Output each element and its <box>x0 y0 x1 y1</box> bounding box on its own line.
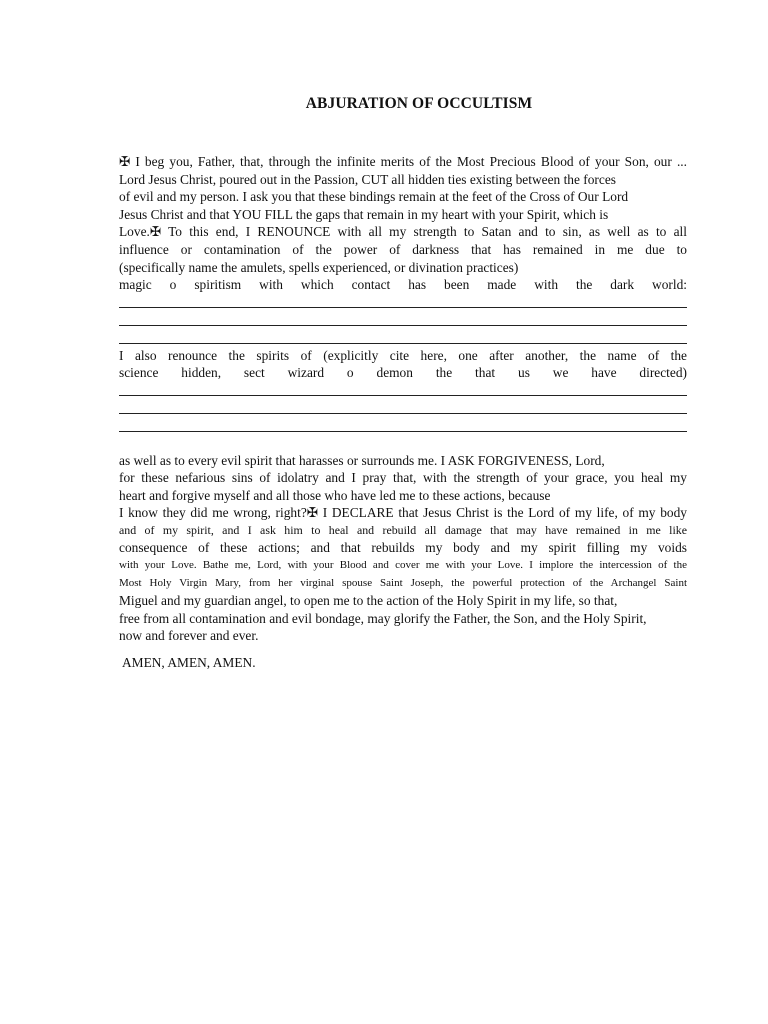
document-title: ABJURATION OF OCCULTISM <box>305 95 533 112</box>
text-line: Miguel and my guardian angel, to open me to the action of the Holy Spirit in my life, so that, <box>119 593 618 609</box>
text-line: as well as to every evil spirit that harasses or surrounds me. I ASK FORGIVENESS, Lord, <box>119 452 605 468</box>
text-line: heart and forgive myself and all those who have led me to these actions, because <box>119 487 551 503</box>
fill-in-line[interactable] <box>119 311 687 329</box>
text-line: now and forever and ever. <box>119 628 259 644</box>
text-line: and of my spirit, and I ask him to heal and rebuild all damage that may have remained in me like <box>119 522 687 537</box>
text-line: (specifically name the amulets, spells experienced, or divination practices) <box>119 259 519 275</box>
text-line: science hidden, sect wizard o demon the that us we have directed) <box>119 365 687 381</box>
text-line: with your Love. Bathe me, Lord, with your Blood and cover me with your Love. I implore the intercession of the <box>119 559 687 572</box>
document-body <box>119 153 687 672</box>
fill-in-line[interactable] <box>119 329 687 347</box>
fill-in-line[interactable] <box>119 294 687 312</box>
closing-amen: AMEN, AMEN, AMEN. <box>122 655 256 671</box>
text-line: Most Holy Virgin Mary, from her virginal spouse Saint Joseph, the powerful protection of the Archangel Saint <box>119 576 687 589</box>
text-line: I know they did me wrong, right?✠ I DECLARE that Jesus Christ is the Lord of my life, of my body <box>119 505 687 521</box>
fill-in-line[interactable] <box>119 417 687 435</box>
fill-in-line[interactable] <box>119 399 687 417</box>
text-line: magic o spiritism with which contact has been made with the dark world: <box>119 277 687 293</box>
text-line: Lord Jesus Christ, poured out in the Passion, CUT all hidden ties existing between the forces <box>119 171 616 187</box>
text-line: influence or contamination of the power of darkness that has remained in me due to <box>119 241 687 257</box>
text-line: for these nefarious sins of idolatry and I pray that, with the strength of your grace, you heal my <box>119 470 687 486</box>
fill-in-line[interactable] <box>119 382 687 400</box>
text-line: I also renounce the spirits of (explicitly cite here, one after another, the name of the <box>119 347 687 363</box>
text-line: Jesus Christ and that YOU FILL the gaps that remain in my heart with your Spirit, which is <box>119 206 609 222</box>
text-line: Love.✠ To this end, I RENOUNCE with all my strength to Satan and to sin, as well as to all <box>119 224 687 240</box>
text-line: free from all contamination and evil bondage, may glorify the Father, the Son, and the Holy Spirit, <box>119 610 647 626</box>
text-line: of evil and my person. I ask you that these bindings remain at the feet of the Cross of Our Lord <box>119 189 629 205</box>
text-line: consequence of these actions; and that rebuilds my body and my spirit filling my voids <box>119 540 687 556</box>
text-line: ✠ I beg you, Father, that, through the infinite merits of the Most Precious Blood of your Son, our ... <box>119 154 687 169</box>
